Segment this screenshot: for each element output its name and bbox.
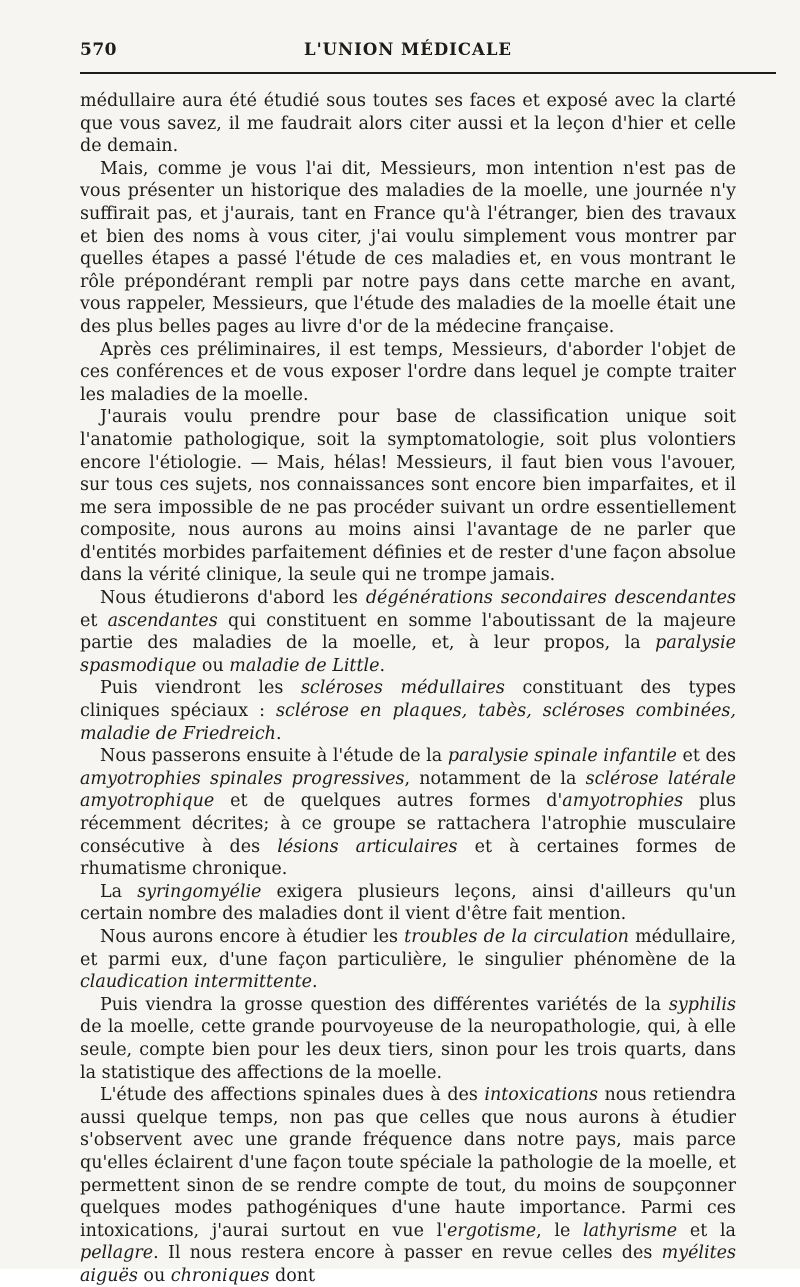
text-run: et des <box>676 746 737 767</box>
text-run: constituant des types cliniques spéciaux : <box>80 678 736 722</box>
text-run: et <box>80 610 108 631</box>
text-run: , notamment de la <box>404 768 586 789</box>
paragraph <box>80 1084 736 1287</box>
italic-term: sclérose latérale amyotrophique <box>80 768 736 812</box>
text-run: . Il nous restera encore à passer en revue celles des <box>153 1243 662 1264</box>
text-run: J'aurais voulu prendre pour base de classification unique soit l'anatomie pathologique, soit la symptomatologie, soit plus volontiers encore l'étiologie. — Mais, hélas! Messieurs, il faut bien vous l'avouer, sur tous ces sujets, nos connaissances sont encore bien imparfaites, et il me sera impossible de ne pas procéder suivant un ordre essentiellement composite, nous aurons au moins ainsi l'avantage de ne parler que d'entités morbides parfaitement définies et de rester d'une façon absolue dans la vérité clinique, la seule qui ne trompe jamais. <box>80 407 736 586</box>
italic-term: claudication intermittente <box>80 972 313 993</box>
italic-term: lathyrisme <box>583 1220 678 1241</box>
italic-term: syringomyélie <box>137 881 262 902</box>
italic-term: syphilis <box>668 994 736 1015</box>
text-run: , le <box>536 1220 584 1241</box>
paragraph <box>80 745 736 881</box>
text-run: ou <box>137 1265 171 1286</box>
paragraph <box>80 926 736 994</box>
text-run: Puis viendront les <box>100 678 301 699</box>
italic-term: myélites aiguës <box>80 1243 736 1286</box>
italic-term: dégénérations secondaires descendantes <box>365 588 736 609</box>
text-run: médullaire, et parmi eux, d'une façon particulière, le singulier phénomène de la <box>80 926 737 970</box>
text-run: dont <box>269 1265 316 1286</box>
text-run: . <box>275 723 282 744</box>
text-run: et la <box>677 1220 736 1241</box>
italic-term: ascendantes <box>107 610 218 631</box>
italic-term: lésions articulaires <box>277 836 458 857</box>
text-run: et de quelques autres formes d' <box>214 791 563 812</box>
text-run: médullaire aura été étudié sous toutes ses faces et exposé avec la clarté que vous savez, il me faudrait alors citer aussi et la leçon d'hier et celle de demain. <box>80 91 736 157</box>
italic-term: intoxications <box>484 1085 598 1106</box>
text-run: ou <box>196 655 230 676</box>
italic-term: paralysie spinale infantile <box>447 746 677 767</box>
text-run: et à certaines formes de rhumatisme chronique. <box>80 836 737 880</box>
paragraph <box>80 158 736 339</box>
paragraph <box>80 587 736 677</box>
text-run: Après ces préliminaires, il est temps, Messieurs, d'aborder l'objet de ces conférences et de vous exposer l'ordre dans lequel je compte traiter les maladies de la moelle. <box>80 339 736 405</box>
italic-term: sclérose en plaques, tabès, scléroses combinées, maladie de Friedreich <box>80 701 736 744</box>
text-run: plus récemment décrites; à ce groupe se rattachera l'atrophie musculaire consécutive à des <box>80 791 736 857</box>
paragraph <box>80 406 736 587</box>
italic-term: scléroses médullaires <box>300 678 505 699</box>
italic-term: amyotrophies <box>562 791 684 812</box>
text-run: La <box>100 881 138 902</box>
paragraph <box>80 994 736 1084</box>
italic-term: amyotrophies spinales progressives <box>80 768 405 789</box>
text-run: Puis viendra la grosse question des différentes variétés de la <box>100 994 669 1015</box>
paragraph <box>80 339 736 407</box>
running-title: L'UNION MÉDICALE <box>303 40 513 59</box>
page-header <box>80 38 736 68</box>
italic-term: ergotisme <box>447 1220 537 1241</box>
text-run: Mais, comme je vous l'ai dit, Messieurs, mon intention n'est pas de vous présenter un historique des maladies de la moelle, une journée n'y suffirait pas, et j'aurais, tant en France qu'à l'étranger, bien des travaux et bien des noms à vous citer, j'ai voulu simplement vous montrer par quelles étapes a passé l'étude de ces maladies et, en vous montrant le rôle prépondérant rempli par notre pays dans cette marche en avant, vous rappeler, Messieurs, que l'étude des maladies de la moelle était une des plus belles pages au livre d'or de la médecine française. <box>80 158 736 337</box>
italic-term: paralysie spasmodique <box>80 633 736 676</box>
text-run: Nous passerons ensuite à l'étude de la <box>100 746 448 767</box>
paragraph <box>80 677 736 745</box>
text-run: L'étude des affections spinales dues à des <box>100 1085 485 1106</box>
header-rule <box>80 72 776 74</box>
text-run: qui constituent en somme l'aboutissant de la majeure partie des maladies de la moelle, et, à leur propos, la <box>80 610 736 654</box>
page-number: 570 <box>80 40 117 60</box>
body-text <box>80 90 736 1287</box>
text-run: exigera plusieurs leçons, ainsi d'ailleurs qu'un certain nombre des maladies dont il vient d'être fait mention. <box>80 881 736 925</box>
text-run: nous retiendra aussi quelque temps, non pas que celles que nous aurons à étudier s'observent avec une grande fréquence dans notre pays, mais parce qu'elles éclairent d'une façon toute spéciale la pathologie de la moelle, et permettent sinon de se rendre compte de tout, du moins de soupçonner quelques modes pathogéniques d'une haute importance. Parmi ces intoxications, j'aurai surtout en vue l' <box>80 1085 736 1241</box>
paragraph <box>80 881 736 926</box>
italic-term: maladie de Little <box>229 655 380 676</box>
text-run: . <box>379 655 386 676</box>
paragraph <box>80 90 736 158</box>
text-run: Nous aurons encore à étudier les <box>100 926 405 947</box>
italic-term: chroniques <box>170 1265 270 1286</box>
text-run: de la moelle, cette grande pourvoyeuse de la neuropathologie, qui, à elle seule, compte bien pour les deux tiers, sinon pour les trois quarts, dans la statistique des affections de la moelle. <box>80 1017 736 1083</box>
italic-term: troubles de la circulation <box>404 926 629 947</box>
text-run: . <box>312 972 318 993</box>
text-run: Nous étudierons d'abord les <box>100 588 366 609</box>
italic-term: pellagre <box>80 1243 154 1264</box>
